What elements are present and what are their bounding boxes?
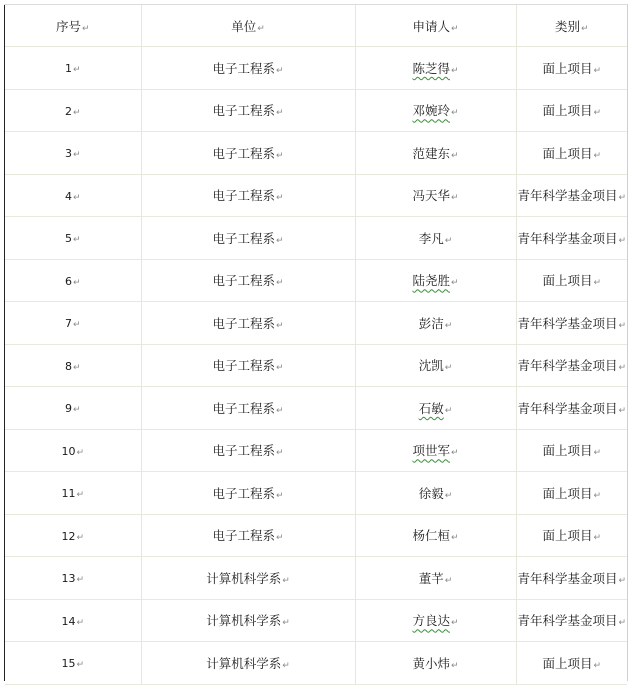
cell-text-applicant: 董芊 — [418, 570, 444, 586]
cell-text-category: 面上项目 — [542, 443, 593, 459]
cell-text-applicant: 杨仁桓 — [412, 528, 450, 544]
cell-text-no: 6 — [64, 274, 72, 288]
cell-text-category: 青年科学基金项目 — [517, 613, 618, 629]
cell-text-unit: 电子工程系 — [212, 273, 275, 289]
paragraph-mark-icon: ↵ — [593, 278, 602, 289]
table-cell-unit[interactable] — [141, 344, 355, 387]
cell-text-applicant: 邓婉玲 — [412, 103, 450, 119]
cell-text-applicant: 徐毅 — [418, 485, 444, 501]
header-label: 单位 — [231, 18, 257, 34]
cell-text-applicant: 石敏 — [418, 400, 444, 416]
table-cell-category[interactable] — [516, 344, 627, 387]
paragraph-mark-icon: ↵ — [282, 575, 290, 586]
cell-text-no: 8 — [64, 359, 72, 373]
table-cell-applicant[interactable] — [355, 302, 516, 345]
paragraph-mark-icon: ↵ — [275, 150, 284, 161]
table-row — [5, 387, 627, 430]
paragraph-mark-icon: ↵ — [72, 192, 81, 203]
paragraph-mark-icon: ↵ — [72, 362, 81, 373]
table-cell-category[interactable] — [516, 302, 627, 345]
paragraph-mark-icon: ↵ — [450, 65, 459, 76]
paragraph-mark-icon: ↵ — [580, 23, 589, 34]
paragraph-mark-icon: ↵ — [618, 363, 627, 374]
cell-text-no: 2 — [64, 104, 72, 118]
cell-text-applicant: 范建东 — [412, 145, 450, 161]
table-cell-no[interactable] — [5, 217, 141, 260]
cell-text-no: 5 — [64, 232, 72, 246]
cell-text-unit: 电子工程系 — [212, 230, 275, 246]
paragraph-mark-icon: ↵ — [76, 490, 85, 501]
paragraph-mark-icon: ↵ — [76, 660, 85, 671]
table-cell-unit[interactable] — [141, 302, 355, 345]
table-cell-unit[interactable] — [141, 259, 355, 302]
paragraph-mark-icon: ↵ — [275, 108, 284, 119]
cell-text-category: 面上项目 — [542, 103, 593, 119]
table-cell-no[interactable] — [5, 599, 141, 642]
paragraph-mark-icon: ↵ — [450, 23, 459, 34]
paragraph-mark-icon: ↵ — [275, 363, 284, 374]
paragraph-mark-icon: ↵ — [72, 65, 81, 76]
paragraph-mark-icon: ↵ — [444, 490, 453, 501]
paragraph-mark-icon: ↵ — [618, 235, 627, 246]
paragraph-mark-icon: ↵ — [275, 278, 284, 289]
paragraph-mark-icon: ↵ — [593, 533, 602, 544]
table-cell-category[interactable] — [516, 429, 627, 472]
paragraph-mark-icon: ↵ — [275, 193, 284, 204]
cell-text-applicant: 李凡 — [418, 230, 444, 246]
cell-text-category: 青年科学基金项目 — [517, 315, 618, 331]
table-cell-applicant[interactable] — [355, 344, 516, 387]
table-cell-applicant[interactable] — [355, 387, 516, 430]
cell-text-applicant: 项世军 — [412, 443, 450, 459]
cell-text-applicant: 彭洁 — [418, 315, 444, 331]
table-cell-no[interactable] — [5, 642, 141, 685]
paragraph-mark-icon: ↵ — [72, 107, 81, 118]
cell-text-unit: 电子工程系 — [212, 315, 275, 331]
cell-text-category: 面上项目 — [542, 273, 593, 289]
header-label: 序号 — [55, 18, 81, 34]
paragraph-mark-icon: ↵ — [275, 490, 284, 501]
table-header-row — [5, 5, 627, 47]
table-cell-no[interactable] — [5, 302, 141, 345]
table-cell-unit[interactable] — [141, 174, 355, 217]
cell-text-no: 10 — [61, 444, 76, 458]
header-cell[interactable] — [141, 5, 355, 47]
cell-text-no: 4 — [64, 189, 72, 203]
table-cell-unit[interactable] — [141, 89, 355, 132]
table-cell-no[interactable] — [5, 132, 141, 175]
table-row — [5, 132, 627, 175]
cell-text-no: 14 — [61, 614, 76, 628]
paragraph-mark-icon: ↵ — [450, 618, 459, 629]
table-cell-category[interactable] — [516, 132, 627, 175]
paragraph-mark-icon: ↵ — [275, 405, 284, 416]
paragraph-mark-icon: ↵ — [257, 23, 265, 34]
cell-text-category: 青年科学基金项目 — [517, 358, 618, 374]
paragraph-mark-icon: ↵ — [444, 235, 453, 246]
paragraph-mark-icon: ↵ — [593, 150, 602, 161]
header-cell[interactable] — [516, 5, 627, 47]
paragraph-mark-icon: ↵ — [450, 533, 459, 544]
table-cell-unit[interactable] — [141, 514, 355, 557]
cell-text-no: 15 — [61, 657, 76, 671]
cell-text-unit: 电子工程系 — [212, 358, 275, 374]
cell-text-category: 面上项目 — [542, 655, 593, 671]
cell-text-category: 面上项目 — [542, 485, 593, 501]
paragraph-mark-icon: ↵ — [450, 278, 459, 289]
paragraph-mark-icon: ↵ — [618, 193, 627, 204]
header-cell[interactable] — [5, 5, 141, 47]
table-cell-applicant[interactable] — [355, 599, 516, 642]
table-row — [5, 429, 627, 472]
paragraph-mark-icon: ↵ — [275, 65, 284, 76]
table-row — [5, 642, 627, 685]
table-cell-unit[interactable] — [141, 132, 355, 175]
paragraph-mark-icon: ↵ — [450, 193, 459, 204]
table-cell-applicant[interactable] — [355, 429, 516, 472]
paragraph-mark-icon: ↵ — [275, 533, 284, 544]
cell-text-category: 面上项目 — [542, 528, 593, 544]
cell-text-category: 面上项目 — [542, 60, 593, 76]
cell-text-applicant: 陈芝得 — [412, 60, 450, 76]
paragraph-mark-icon: ↵ — [72, 320, 81, 331]
project-table — [5, 5, 627, 685]
cell-text-applicant: 黄小炜 — [412, 655, 450, 671]
table-cell-no[interactable] — [5, 472, 141, 515]
cell-text-unit: 计算机科学系 — [206, 655, 282, 671]
table-row — [5, 89, 627, 132]
cell-text-category: 青年科学基金项目 — [517, 230, 618, 246]
paragraph-mark-icon: ↵ — [282, 618, 290, 629]
cell-text-no: 1 — [64, 62, 72, 76]
cell-text-unit: 计算机科学系 — [206, 570, 282, 586]
table-cell-applicant[interactable] — [355, 132, 516, 175]
paragraph-mark-icon: ↵ — [275, 448, 284, 459]
header-cell[interactable] — [355, 5, 516, 47]
paragraph-mark-icon: ↵ — [72, 235, 81, 246]
cell-text-category: 青年科学基金项目 — [517, 570, 618, 586]
header-label: 类别 — [554, 18, 580, 34]
paragraph-mark-icon: ↵ — [618, 405, 627, 416]
table-cell-category[interactable] — [516, 472, 627, 515]
table-cell-applicant[interactable] — [355, 259, 516, 302]
cell-text-no: 9 — [64, 402, 72, 416]
paragraph-mark-icon: ↵ — [76, 447, 85, 458]
table-cell-no[interactable] — [5, 557, 141, 600]
table-body — [5, 47, 627, 685]
cell-text-applicant: 冯天华 — [412, 188, 450, 204]
table-row — [5, 259, 627, 302]
table-cell-no[interactable] — [5, 429, 141, 472]
paragraph-mark-icon: ↵ — [444, 575, 453, 586]
table-cell-category[interactable] — [516, 47, 627, 90]
paragraph-mark-icon: ↵ — [275, 235, 284, 246]
paragraph-mark-icon: ↵ — [72, 150, 81, 161]
paragraph-mark-icon: ↵ — [618, 575, 627, 586]
table-cell-category[interactable] — [516, 174, 627, 217]
paragraph-mark-icon: ↵ — [72, 277, 81, 288]
table-cell-no[interactable] — [5, 344, 141, 387]
paragraph-mark-icon: ↵ — [444, 405, 453, 416]
cell-text-unit: 电子工程系 — [212, 60, 275, 76]
cell-text-no: 11 — [61, 487, 76, 501]
paragraph-mark-icon: ↵ — [618, 320, 627, 331]
paragraph-mark-icon: ↵ — [450, 108, 459, 119]
cell-text-unit: 电子工程系 — [212, 443, 275, 459]
cell-text-unit: 电子工程系 — [212, 528, 275, 544]
cell-text-unit: 电子工程系 — [212, 188, 275, 204]
table-cell-applicant[interactable] — [355, 557, 516, 600]
table-cell-applicant[interactable] — [355, 642, 516, 685]
paragraph-mark-icon: ↵ — [275, 320, 284, 331]
table-cell-unit[interactable] — [141, 557, 355, 600]
cell-text-no: 13 — [61, 572, 76, 586]
table-row — [5, 599, 627, 642]
table-row — [5, 514, 627, 557]
table-cell-applicant[interactable] — [355, 174, 516, 217]
header-label: 申请人 — [412, 18, 450, 34]
table-cell-unit[interactable] — [141, 599, 355, 642]
cell-text-no: 7 — [64, 317, 72, 331]
cell-text-unit: 电子工程系 — [212, 145, 275, 161]
table-cell-applicant[interactable] — [355, 89, 516, 132]
table-row — [5, 557, 627, 600]
cell-text-applicant: 沈凯 — [418, 358, 444, 374]
paragraph-mark-icon: ↵ — [81, 23, 90, 34]
paragraph-mark-icon: ↵ — [450, 448, 459, 459]
table-right-border — [627, 4, 628, 681]
table-cell-category[interactable] — [516, 259, 627, 302]
table-cell-no[interactable] — [5, 174, 141, 217]
paragraph-mark-icon: ↵ — [76, 575, 85, 586]
table-cell-category[interactable] — [516, 387, 627, 430]
cell-text-category: 面上项目 — [542, 145, 593, 161]
paragraph-mark-icon: ↵ — [282, 660, 290, 671]
table-cell-category[interactable] — [516, 217, 627, 260]
table-row — [5, 472, 627, 515]
paragraph-mark-icon: ↵ — [593, 65, 602, 76]
paragraph-mark-icon: ↵ — [450, 150, 459, 161]
paragraph-mark-icon: ↵ — [76, 617, 85, 628]
cell-text-unit: 计算机科学系 — [206, 613, 282, 629]
table-cell-no[interactable] — [5, 89, 141, 132]
table-cell-category[interactable] — [516, 557, 627, 600]
table-cell-category[interactable] — [516, 642, 627, 685]
table-cell-category[interactable] — [516, 514, 627, 557]
table-cell-no[interactable] — [5, 514, 141, 557]
paragraph-mark-icon: ↵ — [450, 660, 459, 671]
paragraph-mark-icon: ↵ — [444, 320, 453, 331]
table-cell-no[interactable] — [5, 259, 141, 302]
paragraph-mark-icon: ↵ — [593, 448, 602, 459]
paragraph-mark-icon: ↵ — [72, 405, 81, 416]
cell-text-unit: 电子工程系 — [212, 103, 275, 119]
table-cell-applicant[interactable] — [355, 217, 516, 260]
paragraph-mark-icon: ↵ — [593, 660, 602, 671]
cell-text-applicant: 方良达 — [412, 613, 450, 629]
table-row — [5, 302, 627, 345]
table-cell-no[interactable] — [5, 47, 141, 90]
cell-text-unit: 电子工程系 — [212, 400, 275, 416]
paragraph-mark-icon: ↵ — [618, 618, 627, 629]
table-cell-applicant[interactable] — [355, 472, 516, 515]
table-cell-unit[interactable] — [141, 472, 355, 515]
cell-text-no: 3 — [64, 147, 72, 161]
table-cell-unit[interactable] — [141, 47, 355, 90]
table-cell-category[interactable] — [516, 599, 627, 642]
table-cell-unit[interactable] — [141, 217, 355, 260]
paragraph-mark-icon: ↵ — [593, 108, 602, 119]
cell-text-unit: 电子工程系 — [212, 485, 275, 501]
table-cell-category[interactable] — [516, 89, 627, 132]
cell-text-category: 青年科学基金项目 — [517, 400, 618, 416]
table-cell-applicant[interactable] — [355, 47, 516, 90]
table-row — [5, 217, 627, 260]
table-cell-no[interactable] — [5, 387, 141, 430]
paragraph-mark-icon: ↵ — [444, 363, 453, 374]
table-row — [5, 47, 627, 90]
table-cell-unit[interactable] — [141, 642, 355, 685]
table-cell-applicant[interactable] — [355, 514, 516, 557]
paragraph-mark-icon: ↵ — [593, 490, 602, 501]
paragraph-mark-icon: ↵ — [76, 532, 85, 543]
table-cell-unit[interactable] — [141, 429, 355, 472]
cell-text-category: 青年科学基金项目 — [517, 188, 618, 204]
table-row — [5, 344, 627, 387]
cell-text-no: 12 — [61, 529, 76, 543]
table-cell-unit[interactable] — [141, 387, 355, 430]
table-row — [5, 174, 627, 217]
cell-text-applicant: 陆尧胜 — [412, 273, 450, 289]
